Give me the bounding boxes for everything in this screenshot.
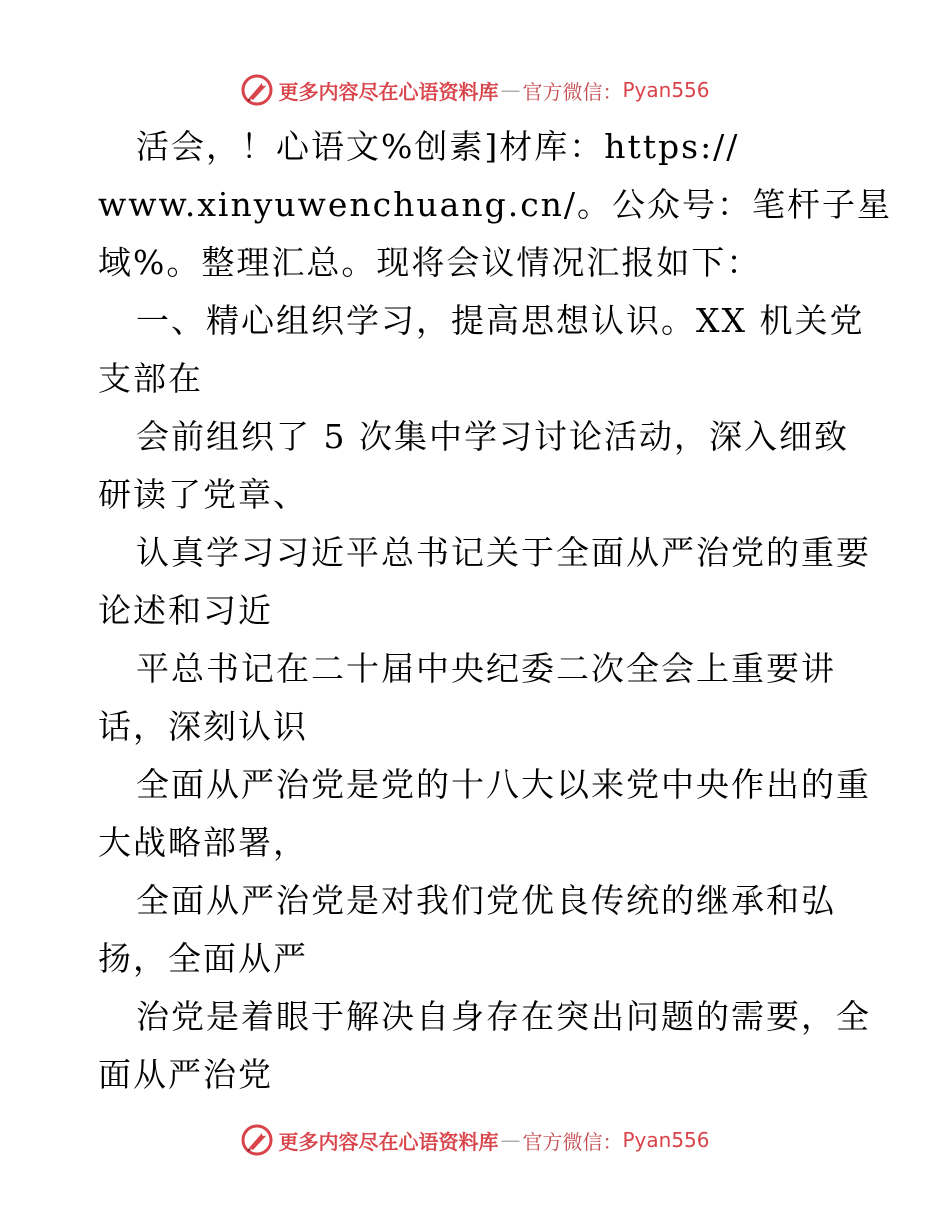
banner-account: Pyan556 xyxy=(622,1128,710,1152)
footer-banner xyxy=(0,1118,950,1162)
banner-slogan: 更多内容尽在心语资料库 xyxy=(278,79,499,104)
header-banner xyxy=(0,68,950,112)
document-body xyxy=(98,118,893,1104)
body-line: 支部在 xyxy=(98,359,203,398)
banner-dash: — xyxy=(500,78,521,102)
pen-logo-icon xyxy=(240,1123,274,1157)
banner-slogan: 更多内容尽在心语资料库 xyxy=(278,1129,499,1154)
body-line: 话，深刻认识 xyxy=(98,707,308,746)
banner-wechat-label: 官方微信： xyxy=(522,1129,623,1154)
body-line: 大战略部署， xyxy=(98,823,308,862)
body-line: www.xinyuwenchuang.cn/。公众号：笔杆子星 xyxy=(98,185,893,224)
banner-dash: — xyxy=(500,1128,521,1152)
body-line: 平总书记在二十届中央纪委二次全会上重要讲 xyxy=(136,649,836,688)
body-line: 一、精心组织学习，提高思想认识。XX 机关党 xyxy=(136,301,865,340)
body-line: 认真学习习近平总书记关于全面从严治党的重要 xyxy=(136,533,871,572)
body-line: 全面从严治党是党的十八大以来党中央作出的重 xyxy=(136,765,871,804)
body-line: 域%。整理汇总。现将会议情况汇报如下： xyxy=(98,243,762,282)
body-line: 扬，全面从严 xyxy=(98,939,308,978)
pen-logo-icon xyxy=(240,73,274,107)
body-line: 活会，！心语文%创素]材库：https:// xyxy=(136,127,740,166)
body-line: 治党是着眼于解决自身存在突出问题的需要，全 xyxy=(136,997,871,1036)
body-line: 研读了党章、 xyxy=(98,475,308,514)
body-line: 论述和习近 xyxy=(98,591,273,630)
body-line: 会前组织了 5 次集中学习讨论活动，深入细致 xyxy=(136,417,849,456)
body-line: 全面从严治党是对我们党优良传统的继承和弘 xyxy=(136,881,836,920)
banner-account: Pyan556 xyxy=(622,78,710,102)
body-line: 面从严治党 xyxy=(98,1055,273,1094)
banner-wechat-label: 官方微信： xyxy=(522,79,623,104)
